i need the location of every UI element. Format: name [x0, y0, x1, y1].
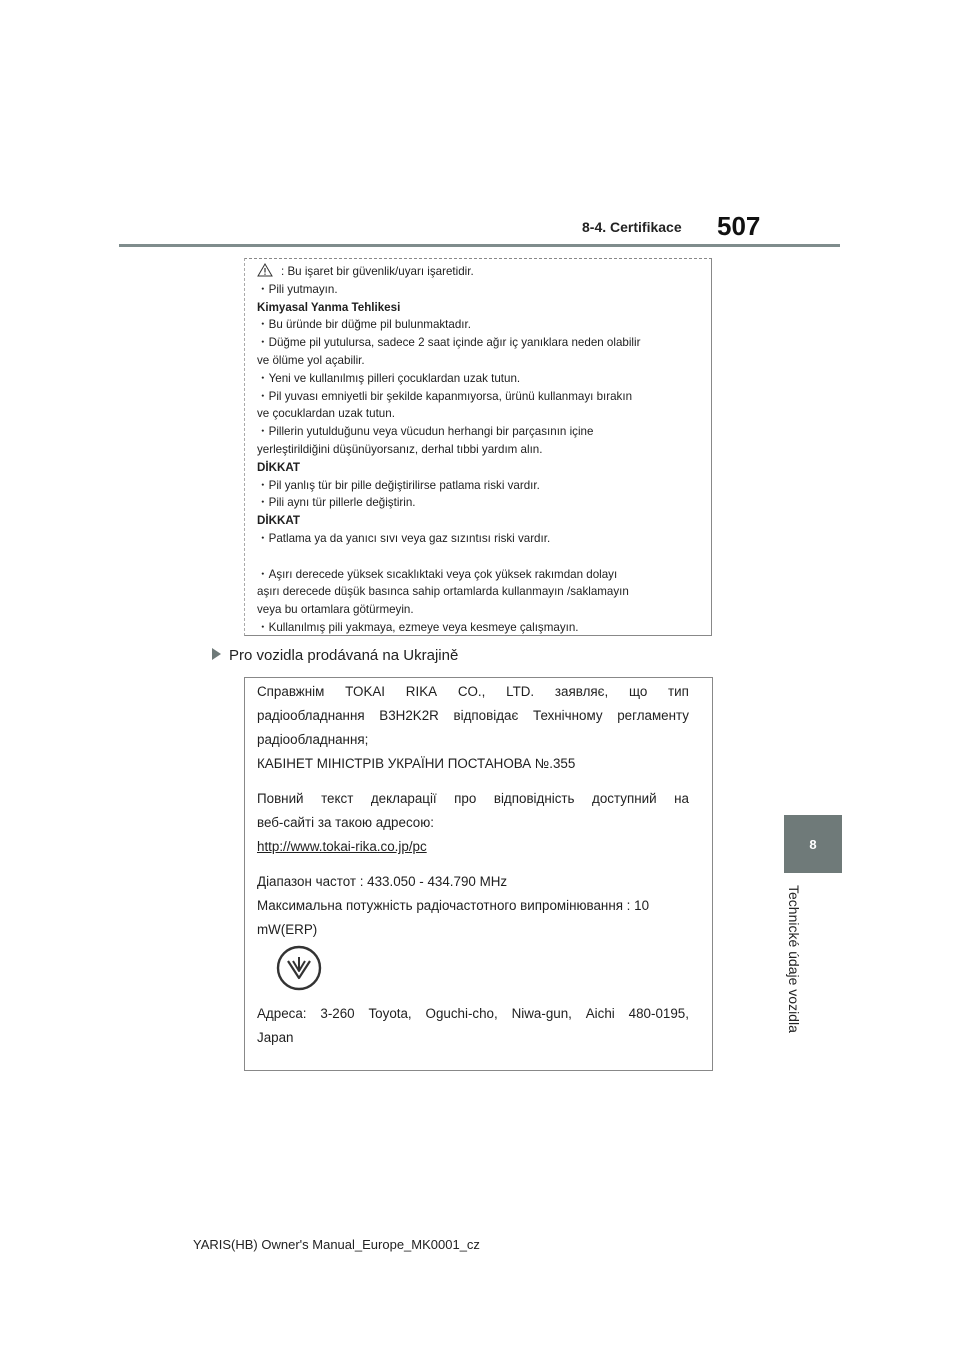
ukraine-declaration-box	[244, 677, 713, 1071]
notice-line: veya bu ortamlara götürmeyin.	[257, 603, 414, 617]
page-number: 507	[717, 211, 761, 241]
notice-line: ・Pili aynı tür pillerle değiştirin.	[257, 496, 416, 510]
notice-line: ・Yeni ve kullanılmış pilleri çocuklardan uzak tutun.	[257, 371, 521, 385]
notice-line: ・Aşırı derecede yüksek sıcaklıktaki veya çok yüksek rakımdan dolayı	[257, 567, 618, 581]
ukrainian-conformity-mark-icon	[275, 944, 323, 992]
declaration-line-3: радіообладнання;	[257, 732, 369, 747]
max-power: Максимальна потужність радіочастотного випромінювання : 10	[257, 898, 650, 913]
turkish-notice-lines	[257, 263, 705, 637]
notice-line: ・Bu üründe bir düğme pil bulunmaktadır.	[257, 318, 471, 332]
notice-heading: DİKKAT	[257, 460, 300, 474]
declaration-line-2: радіообладнання B3H2K2R відповідає Технічному регламенту	[257, 708, 689, 723]
triangle-bullet-icon	[212, 648, 221, 660]
notice-line: ・Pillerin yutulduğunu veya vücudun herhangi bir parçasının içine	[257, 425, 594, 439]
notice-line: yerleştirildiğini düşünüyorsanız, derhal tıbbi yardım alın.	[257, 442, 543, 456]
notice-heading: Kimyasal Yanma Tehlikesi	[257, 300, 401, 314]
declaration-line-5: Повний текст декларації про відповідність доступний на	[257, 791, 689, 806]
notice-line: ・Pil yanlış tür bir pille değiştirilirse patlama riski vardır.	[257, 478, 540, 492]
chapter-tab: 8	[784, 815, 842, 873]
notice-line: ve çocuklardan uzak tutun.	[257, 407, 395, 421]
ukraine-heading-text: Pro vozidla prodávaná na Ukrajině	[229, 647, 459, 664]
turkish-notice-box	[244, 258, 712, 636]
chapter-side-label	[784, 885, 804, 1055]
declaration-line-4: КАБІНЕТ МІНІСТРІВ УКРАЇНИ ПОСТАНОВА №.355	[257, 756, 576, 771]
notice-line: ve ölüme yol açabilir.	[257, 353, 365, 367]
notice-spacer	[257, 548, 705, 566]
footer-manual-id: YARIS(HB) Owner's Manual_Europe_MK0001_cz	[193, 1237, 480, 1252]
address-line-1: Адреса: 3-260 Toyota, Oguchi-cho, Niwa-gun, Aichi 480-0195,	[257, 1006, 689, 1021]
address-line-2: Japan	[257, 1030, 294, 1045]
chapter-side-label-text: Technické údaje vozidla	[786, 885, 802, 1033]
declaration-line-6: веб-сайті за такою адресою:	[257, 815, 435, 830]
header-divider	[119, 244, 840, 247]
notice-line: ・Düğme pil yutulursa, sadece 2 saat içinde ağır iç yanıklara neden olabilir	[257, 336, 641, 350]
notice-line: ・Pili yutmayın.	[257, 282, 338, 296]
warning-triangle-icon	[257, 263, 273, 277]
declaration-link[interactable]: http://www.tokai-rika.co.jp/pc	[257, 839, 427, 854]
frequency-range: Діапазон частот : 433.050 - 434.790 MHz	[257, 874, 508, 889]
declaration-line-1: Справжнім TOKAI RIKA CO., LTD. заявляє, що тип	[257, 684, 689, 699]
notice-line: ・Pil yuvası emniyetli bir şekilde kapanmıyorsa, ürünü kullanmayı bırakın	[257, 389, 633, 403]
max-power-unit: mW(ERP)	[257, 922, 318, 937]
section-title: 8-4. Certifikace	[582, 219, 682, 235]
notice-heading: DİKKAT	[257, 514, 300, 528]
notice-line: ・Kullanılmış pili yakmaya, ezmeye veya kesmeye çalışmayın.	[257, 620, 579, 634]
ukraine-heading	[212, 647, 458, 664]
notice-line: ・Patlama ya da yanıcı sıvı veya gaz sızıntısı riski vardır.	[257, 531, 551, 545]
notice-line: aşırı derecede düşük basınca sahip ortamlarda kullanmayın /saklamayın	[257, 585, 629, 599]
notice-line: : Bu işaret bir güvenlik/uyarı işaretidir.	[257, 263, 705, 281]
